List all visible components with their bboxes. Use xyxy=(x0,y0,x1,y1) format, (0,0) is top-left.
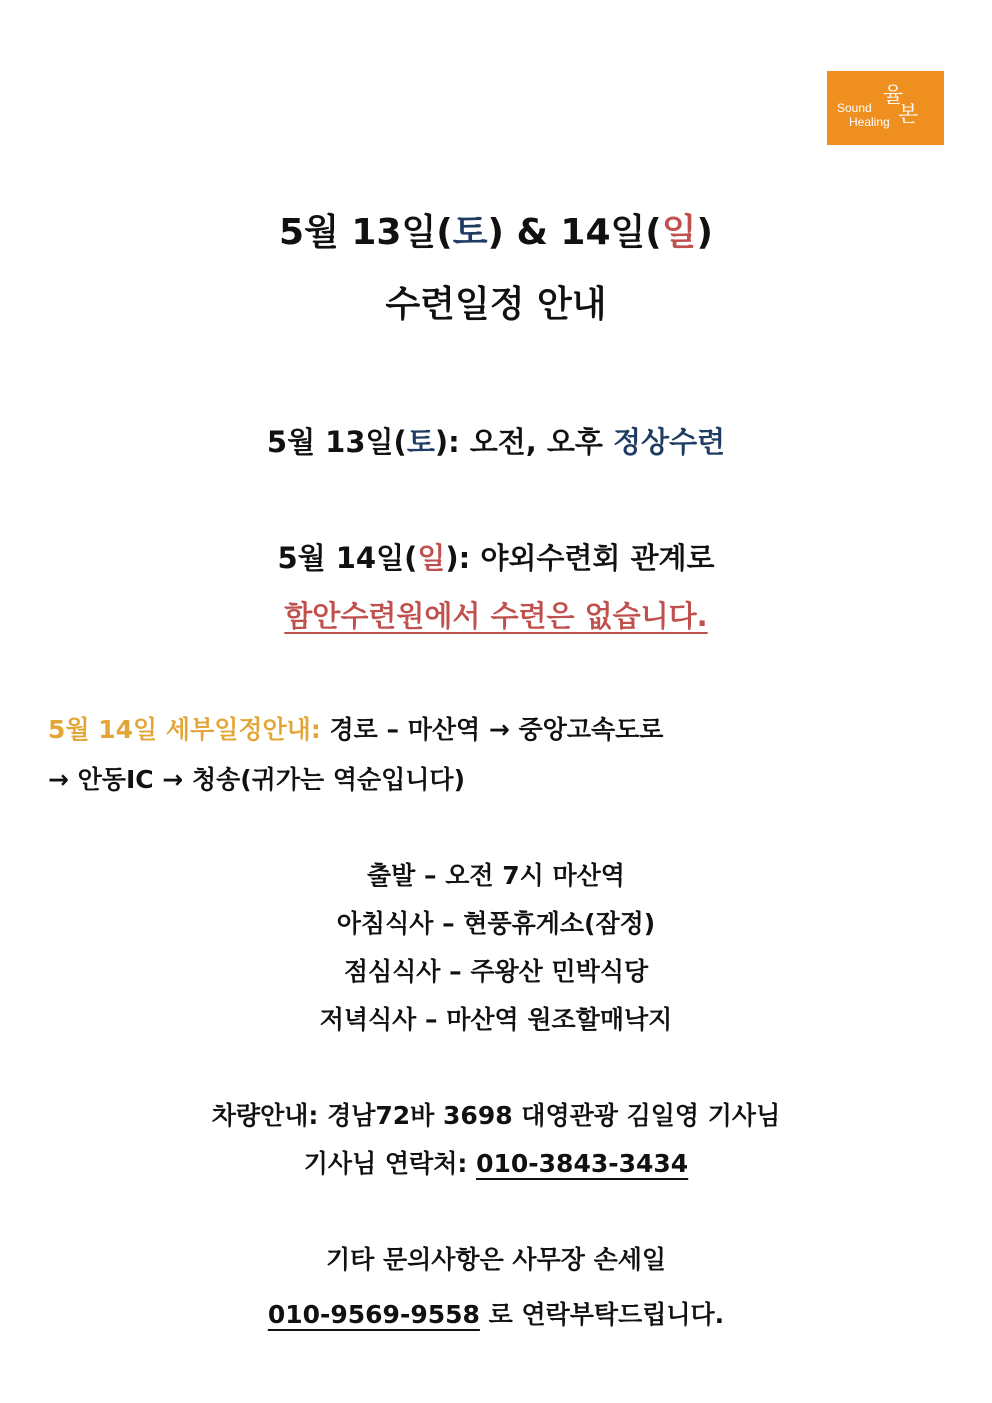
title-saturday: 토 xyxy=(452,212,488,253)
sunday-schedule xyxy=(0,536,992,577)
title-part: ) & 14일( xyxy=(487,212,662,253)
route-line-2: → 안동IC → 청송(귀가는 역순입니다) xyxy=(48,765,466,794)
logo-text-sound: Sound xyxy=(837,101,872,115)
sunday-prefix: 5월 14일( xyxy=(277,541,418,575)
detail-label: 5월 14일 세부일정안내: xyxy=(48,715,321,744)
inquiry-suffix: 로 연락부탁드립니다. xyxy=(479,1300,725,1329)
saturday-day: 토 xyxy=(406,425,435,459)
schedule-item-breakfast: 아침식사 – 현풍휴게소(잠정) xyxy=(336,909,656,938)
inquiry-contact xyxy=(0,1295,992,1331)
sunday-day: 일 xyxy=(417,541,446,575)
saturday-highlight: 정상수련 xyxy=(613,425,726,459)
title-part: ) xyxy=(696,212,713,253)
saturday-schedule xyxy=(0,420,992,461)
page-title-subtitle: 수련일정 안내 xyxy=(385,284,607,325)
page-title-dates xyxy=(0,204,992,255)
driver-contact-label: 기사님 연락처: xyxy=(303,1149,477,1178)
schedule-item-dinner: 저녁식사 – 마산역 원조할매낙지 xyxy=(319,1005,673,1034)
schedule-item-lunch: 점심식사 – 주왕산 민박식당 xyxy=(343,957,649,986)
office-phone[interactable]: 010-9569-9558 xyxy=(267,1300,480,1329)
logo-char-yul: 율 xyxy=(882,83,904,107)
inquiry-info: 기타 문의사항은 사무장 손세일 xyxy=(325,1245,667,1274)
driver-contact xyxy=(0,1144,992,1180)
route-line-1 xyxy=(48,710,663,746)
sunday-suffix: ): 야외수련회 관계로 xyxy=(445,541,715,575)
sunday-notice xyxy=(0,594,992,635)
logo-char-bon: 본 xyxy=(897,102,919,126)
schedule-item-departure: 출발 – 오전 7시 마산역 xyxy=(367,861,625,890)
route-text-1: 경로 – 마산역 → 중앙고속도로 xyxy=(320,715,664,744)
saturday-prefix: 5월 13일( xyxy=(266,425,407,459)
title-part: 5월 13일( xyxy=(279,212,453,253)
sound-healing-logo xyxy=(827,71,944,145)
no-training-notice: 함안수련원에서 수련은 없습니다. xyxy=(284,599,708,633)
logo-text-healing: Healing xyxy=(849,115,890,129)
title-sunday: 일 xyxy=(661,212,697,253)
driver-phone[interactable]: 010-3843-3434 xyxy=(476,1149,689,1178)
saturday-middle: ): 오전, 오후 xyxy=(434,425,614,459)
vehicle-info: 차량안내: 경남72바 3698 대영관광 김일영 기사님 xyxy=(211,1101,781,1130)
